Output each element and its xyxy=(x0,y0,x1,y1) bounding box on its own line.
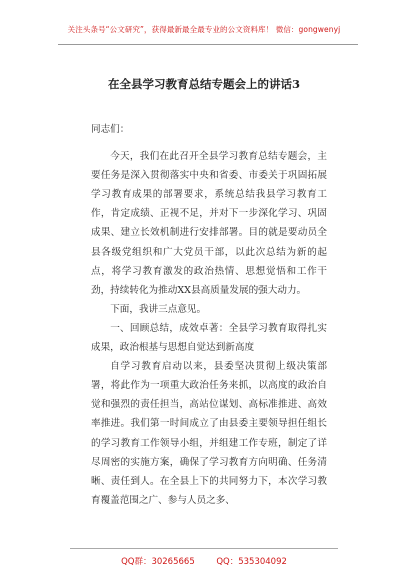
paragraph: 自学习教育启动以来，县委坚决贯彻上级决策部署，将此作为一项重大政治任务来抓，以高度的政治自觉和强烈的责任担当，高站位谋划、高标准推进、高效率推进。我们第一时间成立了由县委主要领导担任组长的学习教育工作领导小组，并组建工作专班，制定了详尽周密的实施方案，确保了学习教育方向明确、任务清晰、责任到人。在全县上下的共同努力下，本次学习教育覆盖范围之广、参与人员之多、 xyxy=(91,361,327,506)
paragraph: 今天，我们在此召开全县学习教育总结专题会，主要任务是深入贯彻落实中央和省委、市委关于巩固拓展学习教育成果的部署要求，系统总结我县学习教育工作，肯定成绩、正视不足，并对下一步深化学习、巩固成果、建立长效机制进行安排部署。目的就是要动员全县各级党组织和广大党员干部，以此次总结为新的起点，将学习教育激发的政治热情、思想觉悟和工作干劲，持续转化为推动XX县高质量发展的强大动力。 xyxy=(91,151,327,296)
greeting: 同志们： xyxy=(91,124,130,135)
footer-divider xyxy=(70,548,338,549)
footer-note: QQ群：30265665 QQ：535304092 xyxy=(121,557,287,567)
document-title: 在全县学习教育总结专题会上的讲话3 xyxy=(108,77,300,91)
header-note: 关注头条号“公文研究”，获得最新最全最专业的公文资料库！ 微信：gongwenyj xyxy=(67,25,341,34)
document-body xyxy=(91,120,327,510)
section-heading: 一、回顾总结，成效卓著：全县学习教育取得扎实成果，政治根基与思想自觉达到新高度 xyxy=(91,322,327,354)
header-divider xyxy=(58,44,358,45)
paragraph: 下面，我讲三点意见。 xyxy=(110,303,207,315)
